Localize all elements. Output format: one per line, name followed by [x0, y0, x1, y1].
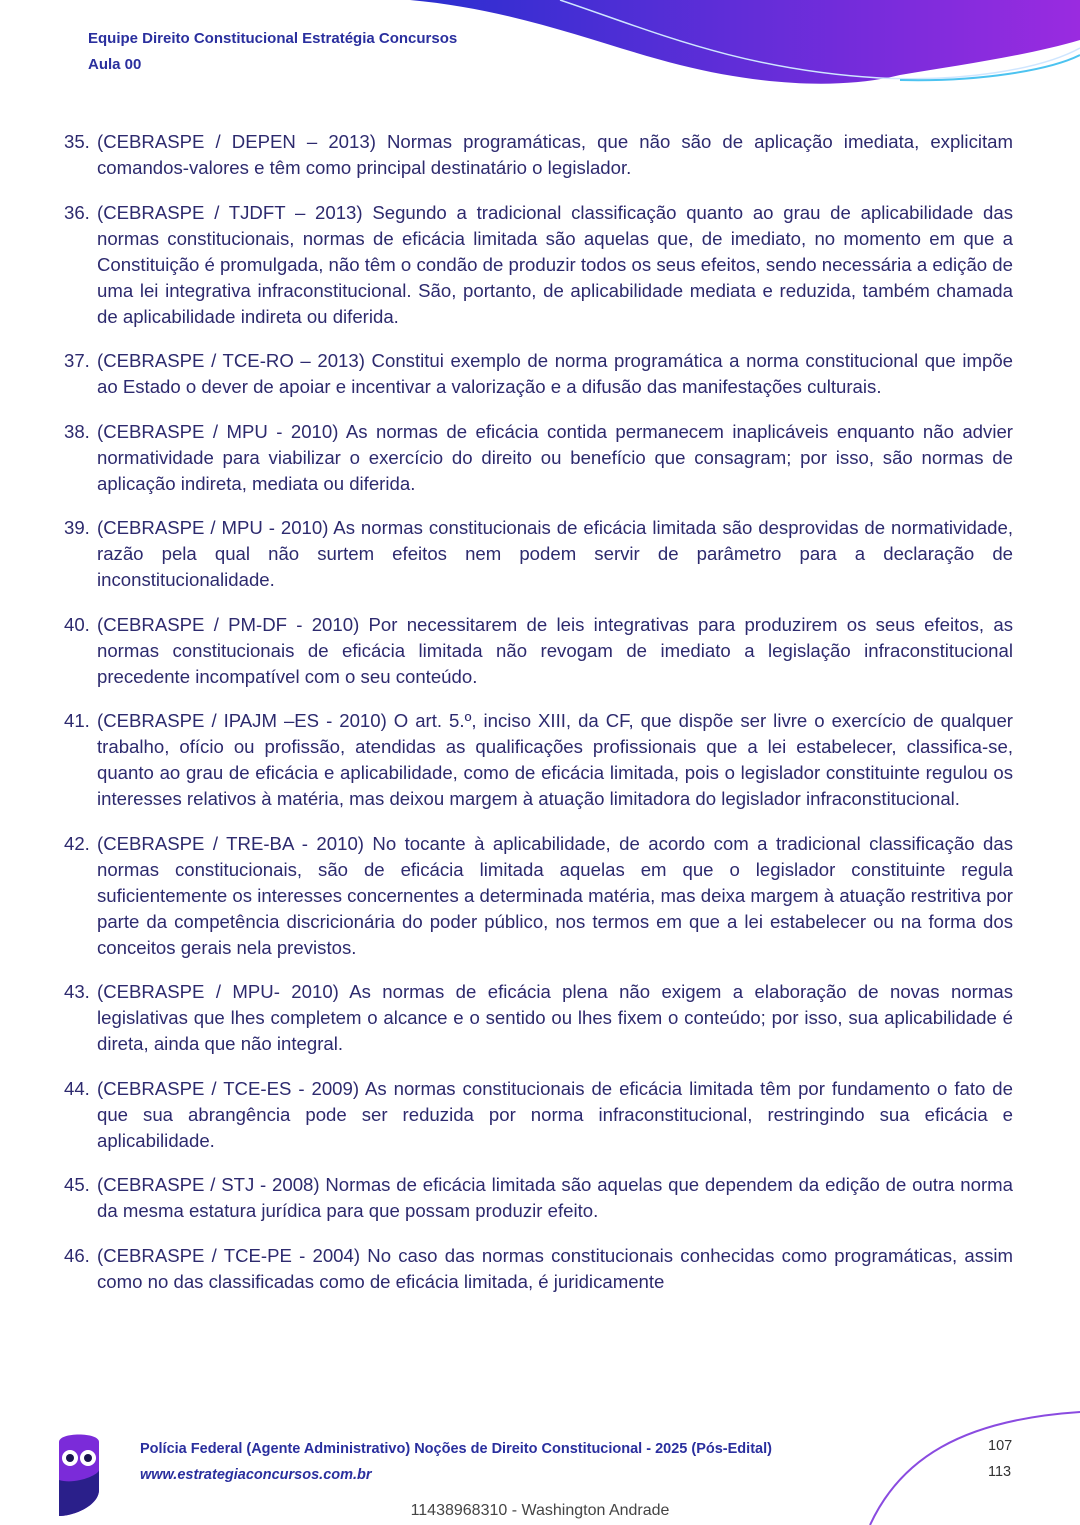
- question-number: 39.: [64, 517, 90, 538]
- question-item: [64, 1172, 1013, 1224]
- question-text: (CEBRASPE / DEPEN – 2013) Normas programáticas, que não são de aplicação imediata, explicitam comandos-valores e têm como principal destinatário o legislador.: [97, 131, 1013, 178]
- question-item: [64, 612, 1013, 690]
- question-number: 36.: [64, 201, 90, 223]
- question-text: (CEBRASPE / MPU - 2010) As normas constitucionais de eficácia limitada são desprovidas de normatividade, razão pela qual não surtem efeitos nem podem servir de parâmetro para a declaração de inconstitucionalidade.: [97, 517, 1013, 590]
- question-item: [64, 515, 1013, 593]
- question-text: (CEBRASPE / TCE-ES - 2009) As normas constitucionais de eficácia limitada têm por fundamento o fato de que sua abrangência pode ser reduzida por norma infraconstitucional, restringindo sua eficácia e aplicabilidade.: [97, 1077, 1013, 1151]
- question-number: 44.: [64, 1077, 90, 1099]
- question-text: (CEBRASPE / MPU- 2010) As normas de eficácia plena não exigem a elaboração de novas normas legislativas que lhes completem o alcance e o sentido ou lhes fixem o conteúdo; por isso, sua aplicabilidade é direta, ainda que não integral.: [97, 981, 1013, 1054]
- question-number: 37.: [64, 350, 90, 371]
- question-number: 45.: [64, 1174, 90, 1195]
- question-text: (CEBRASPE / IPAJM –ES - 2010) O art. 5.º, inciso XIII, da CF, que dispõe ser livre o exercício de qualquer trabalho, ofício ou profissão, atendidas as qualificações profissionais que a lei estabelecer, classifica-se, quanto ao grau de eficácia e aplicabilidade, como de eficácia limitada, pois o legislador constituinte regulou os interesses relativos à matéria, mas deixou margem à atuação limitadora do legislador infraconstitucional.: [97, 710, 1013, 809]
- question-item: [64, 129, 1013, 181]
- question-number: 40.: [64, 613, 90, 635]
- question-number: 35.: [64, 131, 90, 152]
- question-item: [64, 419, 1013, 497]
- question-item: [64, 979, 1013, 1057]
- question-text: (CEBRASPE / TCE-PE - 2004) No caso das normas constitucionais conhecidas como programáticas, assim como no das classificadas como de eficácia limitada, é juridicamente: [97, 1244, 1013, 1292]
- question-text: (CEBRASPE / STJ - 2008) Normas de eficácia limitada são aquelas que dependem da edição de outra norma da mesma estatura jurídica para que possam produzir efeito.: [97, 1174, 1013, 1221]
- question-item: [64, 200, 1013, 330]
- footer-website-link[interactable]: www.estrategiaconcursos.com.br: [140, 1467, 372, 1483]
- question-text: (CEBRASPE / MPU - 2010) As normas de eficácia contida permanecem inaplicáveis enquanto não advier normatividade para viabilizar o exercício do direito ou benefício que consagram; por isso, são normas de aplicação indireta, mediata ou diferida.: [97, 420, 1013, 494]
- footer-course-title: Polícia Federal (Agente Administrativo) Noções de Direito Constitucional - 2025 (Pós-Edital): [140, 1441, 772, 1457]
- question-number: 38.: [64, 420, 90, 442]
- header-title: Equipe Direito Constitucional Estratégia Concursos: [88, 30, 458, 47]
- question-item: [64, 831, 1013, 961]
- header-subtitle: Aula 00: [88, 56, 142, 73]
- question-number: 41.: [64, 710, 90, 731]
- page-number: 107: [988, 1438, 1013, 1454]
- question-text: (CEBRASPE / PM-DF - 2010) Por necessitarem de leis integrativas para produzirem os seus efeitos, as normas constitucionais de eficácia limitada não revogam de imediato a legislação infraconstitucional precedente incompatível com o seu conteúdo.: [97, 613, 1013, 687]
- question-item: [64, 1243, 1013, 1295]
- total-pages: 113: [988, 1464, 1012, 1480]
- question-text: (CEBRASPE / TRE-BA - 2010) No tocante à aplicabilidade, de acordo com a tradicional classificação das normas constitucionais, são de eficácia limitada aquelas em que o legislador constituinte regula suficientemente os interesses concernentes a determinada matéria, mas deixa margem à atuação restritiva por parte da competência discricionária do poder público, nos termos em que a lei estabelecer ou na forma dos conceitos gerais nela previstos.: [97, 832, 1013, 958]
- question-item: [64, 708, 1013, 812]
- question-text: (CEBRASPE / TCE-RO – 2013) Constitui exemplo de norma programática a norma constitucional que impõe ao Estado o dever de apoiar e incentivar a valorização e a difusão das manifestações culturais.: [97, 350, 1013, 397]
- question-number: 43.: [64, 981, 90, 1002]
- question-number: 42.: [64, 832, 90, 854]
- question-item: [64, 348, 1013, 400]
- question-item: [64, 1076, 1013, 1154]
- license-owner-watermark: 11438968310 - Washington Andrade: [410, 1502, 670, 1519]
- question-list: [64, 129, 1013, 1313]
- question-number: 46.: [64, 1244, 90, 1266]
- question-text: (CEBRASPE / TJDFT – 2013) Segundo a tradicional classificação quanto ao grau de aplicabilidade das normas constitucionais, normas de eficácia limitada são aquelas que, de imediato, no momento em que a Constituição é promulgada, não têm o condão de produzir todos os seus efeitos, sendo necessária a edição de uma lei integrativa infraconstitucional. São, portanto, de aplicabilidade mediata e reduzida, também chamada de aplicabilidade indireta ou diferida.: [97, 201, 1013, 327]
